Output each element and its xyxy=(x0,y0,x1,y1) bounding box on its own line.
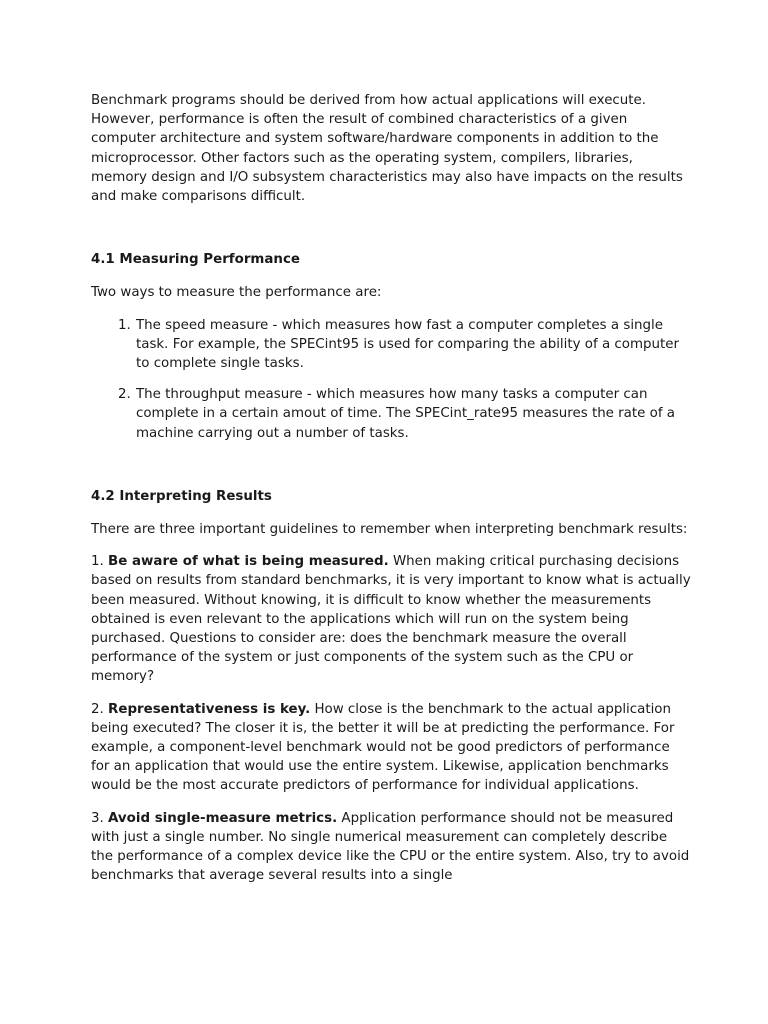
guideline-title: Representativeness is key. xyxy=(108,701,311,717)
guideline-text: When making critical purchasing decisions based on results from standard benchmarks, it is very important to know what is actually been measured. Without knowing, it is difficult to know whether the measurements obtained is even relevant to the applications which will run on the system being purchased. Questions to consider are: does the benchmark measure the overall performance of the system or just components of the system such as the CPU or memory? xyxy=(91,554,691,685)
guideline-text: How close is the benchmark to the actual application being executed? The closer it is, the better it will be at predicting the performance. For example, a component-level benchmark would not be good predictors of performance for an application that would use the entire system. Likewise, application benchmarks would be the most accurate predictors of performance for individual applications. xyxy=(91,701,675,794)
section-lead-interpreting: There are three important guidelines to remember when interpreting benchmark results: xyxy=(91,522,688,538)
guideline-paragraph xyxy=(91,552,691,686)
section-heading-measuring-performance: 4.1 Measuring Performance xyxy=(91,252,300,268)
document-page xyxy=(91,91,691,899)
section-heading-interpreting-results: 4.2 Interpreting Results xyxy=(91,488,272,504)
guideline-paragraph xyxy=(91,700,691,796)
guideline-number: 1. xyxy=(91,554,104,570)
guideline-title: Avoid single-measure metrics. xyxy=(108,810,338,826)
measures-list xyxy=(91,316,691,443)
guideline-number: 2. xyxy=(91,701,104,717)
guideline-number: 3. xyxy=(91,810,104,826)
list-item: 2. The throughput measure - which measures how many tasks a computer can complete in a certain amout of time. The SPECint_rate95 measures the rate of a machine carrying out a number of tasks. xyxy=(135,385,691,443)
list-item: 1. The speed measure - which measures how fast a computer completes a single task. For example, the SPECint95 is used for comparing the ability of a computer to complete single tasks. xyxy=(135,316,691,374)
guideline-text: Application performance should not be measured with just a single number. No single numerical measurement can completely describe the performance of a complex device like the CPU or the entire system. Also, try to avoid benchmarks that average several results into a single xyxy=(91,810,690,884)
guideline-title: Be aware of what is being measured. xyxy=(108,554,389,570)
guideline-paragraph xyxy=(91,809,691,886)
section-lead-measuring: Two ways to measure the performance are: xyxy=(91,285,382,301)
intro-paragraph: Benchmark programs should be derived from how actual applications will execute. However, performance is often the result of combined characteristics of a given computer architecture and system software/hardware components in addition to the microprocessor. Other factors such as the operating system, compilers, libraries, memory design and I/O subsystem characteristics may also have impacts on the results and make comparisons difficult. xyxy=(91,93,683,205)
